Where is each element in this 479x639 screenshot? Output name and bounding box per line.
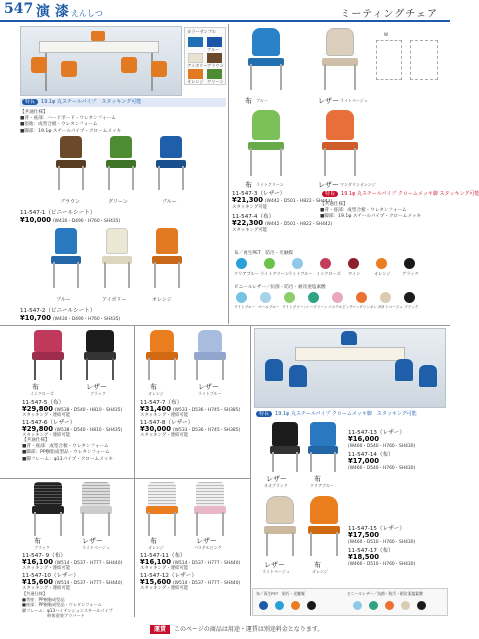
product-note: スタッキング・連結可能 xyxy=(22,433,71,438)
swatch-label: オレンジ xyxy=(374,271,391,276)
material-label: 布 xyxy=(32,383,39,391)
table-top xyxy=(295,347,405,361)
price-value: ¥22,300 xyxy=(232,219,263,227)
chair-leg xyxy=(272,452,274,472)
color-label: ブラック xyxy=(90,391,106,396)
product-code: 11-547-7（布） xyxy=(140,400,183,406)
swatch-label: ライトグリーン xyxy=(282,305,307,309)
chair-blue xyxy=(150,136,190,196)
product-dims: (W514・D537・H777・SH440) xyxy=(54,581,123,586)
color-label: インクローズ xyxy=(30,391,54,396)
chair-back xyxy=(289,365,307,387)
sample-label: ブルー xyxy=(207,47,220,52)
product-code: 11-547-1（ビニールシート） xyxy=(20,210,96,216)
chair-back xyxy=(196,482,224,506)
swatch-label: マンダリンオレンジ xyxy=(352,305,385,309)
chair-color-label: グリーン xyxy=(108,199,128,205)
product-dims: (W538・D540・H810・SH435) xyxy=(54,408,123,413)
divider-horizontal-mid xyxy=(0,325,450,326)
chair-leg xyxy=(196,512,198,536)
table-top xyxy=(39,41,159,53)
product-code: 11-547-4（布） xyxy=(232,214,275,220)
product-code: 11-547-5（布） xyxy=(22,400,65,406)
chair-leg xyxy=(280,148,282,176)
chair-back xyxy=(198,330,222,352)
material-label: 布 xyxy=(314,475,321,483)
product-note: スタッキング・連結可能 xyxy=(140,433,189,438)
chair-leg xyxy=(77,262,79,288)
product-note: スタッキング・連結可能 xyxy=(22,586,71,591)
product-dims: (W460・D540・H760・SH430) xyxy=(348,466,416,471)
product-note: スタッキング・連結可能 xyxy=(140,586,189,591)
price-value: ¥15,600 xyxy=(22,578,53,586)
chair-leather-black xyxy=(80,330,120,380)
chair-leg xyxy=(174,358,176,380)
chair-leg xyxy=(196,358,198,380)
product-dims: (W514・D537・H777・SH440) xyxy=(54,561,123,566)
page-header xyxy=(0,0,450,22)
chair-orange xyxy=(146,228,186,294)
color-sample-card xyxy=(184,27,226,85)
chair-seat xyxy=(322,58,358,66)
material-label: レザー xyxy=(86,383,107,391)
chair-back xyxy=(91,31,105,41)
color-label: オレンジ xyxy=(148,391,164,396)
chair-back xyxy=(326,110,354,140)
product-code: 11-547-12（レザー） xyxy=(140,573,197,579)
chair-leg xyxy=(112,358,114,380)
sample-swatch xyxy=(207,69,222,79)
chair-leg xyxy=(354,64,356,90)
swatch xyxy=(291,601,300,610)
chair-leg xyxy=(58,166,60,190)
chair-back xyxy=(395,359,413,381)
chair-leg xyxy=(82,512,84,536)
chair-leather-beige xyxy=(318,28,362,90)
chair-seat xyxy=(322,142,358,150)
material-label: 布 xyxy=(314,561,321,569)
feature-text: 19.1φ 丸スチールパイプ クロームメッキ脚 スタッキング可能 xyxy=(275,411,417,417)
chair-back xyxy=(156,228,178,254)
color-label: マンダリンオレンジ xyxy=(340,182,376,187)
chair-leather-lightblue xyxy=(190,330,230,380)
fabric-swatch-row xyxy=(234,258,448,282)
swatch xyxy=(236,258,247,269)
chair-leg xyxy=(280,64,282,90)
swatch xyxy=(380,292,391,303)
dim-label: W xyxy=(384,32,388,37)
swatch-label: クリアブルー xyxy=(234,271,259,276)
chair-mesh-pink xyxy=(190,482,230,536)
price-value: ¥30,000 xyxy=(140,425,171,433)
product-dims: (W460・D510・H760・SH430) xyxy=(348,540,416,545)
product-code: 11-547-17（布） xyxy=(348,548,394,554)
chair-fabric-clearblue xyxy=(306,422,340,474)
color-label: ライトグリーン xyxy=(256,182,284,187)
product-price xyxy=(20,314,120,322)
chair-leg xyxy=(132,166,134,190)
chair-back xyxy=(106,228,128,254)
chair-leg xyxy=(266,532,268,556)
material-label: 布 xyxy=(245,97,252,105)
product-dims: (W538・D540・H810・SH435) xyxy=(54,428,123,433)
swatch-label: ライトブルー xyxy=(234,305,256,309)
product-code: 11-547-10（レザー） xyxy=(22,573,79,579)
fabric-section-title: 布／再生PET 防汚・光触媒 xyxy=(234,251,294,256)
divider-horizontal-bottom xyxy=(0,478,250,479)
common-spec: 【共通仕様】 ■背・座部：ハードボード・ウレタンフォーム ■張地：成型合板・ウレタンフォーム ■脚部：19.1φ スチールパイプ・クロームメッキ xyxy=(20,110,122,134)
product-note: スタッキング・連結可能 xyxy=(22,566,71,571)
price-value: ¥10,000 xyxy=(20,216,51,224)
chair-color-label: ブラウン xyxy=(60,199,81,205)
chair-leg xyxy=(178,262,180,288)
brand-reading: えんしつ xyxy=(70,9,103,18)
chair-leg xyxy=(158,166,160,190)
chair-leg xyxy=(296,452,298,472)
swatch xyxy=(284,292,295,303)
product-note: スタッキング・連結可能 xyxy=(22,413,71,418)
product-price xyxy=(232,219,332,227)
swatch-label: ブラック xyxy=(402,271,419,276)
swatch-label: ライトブルー xyxy=(288,271,313,276)
swatch xyxy=(404,292,415,303)
color-label: ブルー xyxy=(256,98,268,103)
product-dims: (W442・D501・H822・SH442) xyxy=(264,199,333,204)
color-label: クリアブルー xyxy=(310,483,334,488)
chair-fabric-blue xyxy=(244,28,288,90)
chair-back xyxy=(31,57,47,73)
chair-leg xyxy=(336,532,338,556)
material-label: レザー xyxy=(264,561,285,569)
chair-blue2 xyxy=(45,228,85,294)
page-number: 547 xyxy=(4,1,34,17)
chair-leg xyxy=(148,512,150,536)
material-label: 布 xyxy=(34,537,41,545)
chair-leg xyxy=(310,532,312,556)
product-note: スタッキング可能 xyxy=(232,228,267,233)
chair-back xyxy=(55,228,77,254)
material-label: レザー xyxy=(198,383,219,391)
product-note: スタッキング・連結可能 xyxy=(140,413,189,418)
swatch xyxy=(356,292,367,303)
common-spec: 【共通仕様】 ■背・座部：成型合板・ウレタンフォーム ■脚部：19.1φ スチールパイプ・クロームメッキ xyxy=(320,202,422,220)
chair-back xyxy=(272,422,298,446)
chair-seat xyxy=(248,142,284,150)
swatch xyxy=(401,601,410,610)
chair-leg xyxy=(34,358,36,380)
chair-leg xyxy=(334,452,336,472)
divider-vertical-bottom xyxy=(134,479,135,617)
chair-leg xyxy=(222,358,224,380)
material-label: 布 xyxy=(245,181,252,189)
meeting-room-photo-2 xyxy=(254,328,446,408)
brand-kanji: 演 漆 xyxy=(36,4,69,20)
chair-mesh-orange xyxy=(142,482,182,536)
color-label: ライトベージュ xyxy=(262,569,290,574)
product-dims: (W533・D536・H745・SH385) xyxy=(172,408,241,413)
chair-color-label: アイボリー xyxy=(102,297,127,303)
swatch xyxy=(376,258,387,269)
swatch xyxy=(417,601,426,610)
chair-leg xyxy=(154,262,156,288)
chair-back xyxy=(160,136,182,158)
product-price: ¥17,500 xyxy=(348,531,379,539)
product-dims: (W442・D501・H822・SH442) xyxy=(264,222,333,227)
feature-badge: 特長 xyxy=(322,191,338,197)
chair-back xyxy=(341,331,357,345)
feature-band xyxy=(20,98,226,107)
chair-back xyxy=(148,482,176,506)
chair-leg xyxy=(86,358,88,380)
swatch-label: パステルピンク xyxy=(328,305,353,309)
swatch xyxy=(259,601,268,610)
material-label: 布 xyxy=(150,383,157,391)
chair-seat xyxy=(248,58,284,66)
product-code: 11-547-3（レザー） xyxy=(232,191,286,197)
feature-badge: 特長 xyxy=(22,99,38,105)
chair-leather-lightbeige xyxy=(262,496,298,558)
chair-back xyxy=(326,28,354,56)
chair-leg xyxy=(108,166,110,190)
chair-leather-neoblack xyxy=(268,422,302,474)
product-dims: (W533・D536・H745・SH385) xyxy=(172,428,241,433)
material-label: レザー xyxy=(82,537,103,545)
footer-badge: 運賃 xyxy=(150,625,170,634)
dim-front xyxy=(376,40,402,80)
feature-band xyxy=(320,190,479,199)
chair-leg xyxy=(104,262,106,288)
price-value: ¥29,800 xyxy=(22,425,53,433)
chair-back xyxy=(60,136,82,158)
common-spec: 【共通仕様】 ■背・座部：成型合板・ウレタンフォーム ■脚部：PP樹脂成型品・ウレタンフォーム ■脚フレーム：φ13パイプ・クロームメッキ xyxy=(22,438,113,462)
leather-swatch-row xyxy=(234,292,448,320)
color-label: オレンジ xyxy=(148,545,164,550)
price-value: ¥16,100 xyxy=(22,558,53,566)
swatch-label: インクローズ xyxy=(316,271,341,276)
swatch xyxy=(308,292,319,303)
sample-swatch xyxy=(207,53,222,63)
chair-back xyxy=(34,330,62,352)
color-label: ライトブルー xyxy=(198,391,222,396)
chair-leg xyxy=(182,166,184,190)
chair-leather-orange xyxy=(318,110,362,176)
chair-back xyxy=(252,28,280,56)
material-label: レザー xyxy=(318,181,339,189)
feature-badge: 特長 xyxy=(256,411,272,417)
swatch xyxy=(404,258,415,269)
sample-swatch xyxy=(188,69,203,79)
swatch xyxy=(369,601,378,610)
color-label: オレンジ xyxy=(312,569,328,574)
brand-name xyxy=(36,1,103,21)
fabric-section-title: 布／再生PET 防汚・光触媒 xyxy=(256,591,305,596)
product-dims: (W430・D490・H760・SH435) xyxy=(52,317,121,322)
swatch-label: シーグリーン xyxy=(306,305,328,309)
material-label: レザー xyxy=(196,537,217,545)
feature-text: 19.1φ 丸スチールパイプ スタッキング可能 xyxy=(41,99,142,105)
chair-fabric-green xyxy=(244,110,288,176)
chair-leg xyxy=(250,148,252,176)
chair-back xyxy=(150,330,174,352)
sample-label: ブラウン xyxy=(207,63,224,68)
chair-back xyxy=(61,61,77,77)
product-code: 11-547-14（布） xyxy=(348,452,394,458)
product-price xyxy=(232,196,332,204)
swatch xyxy=(236,292,247,303)
chair-color-label: オレンジ xyxy=(152,297,172,303)
product-note: スタッキング可能 xyxy=(232,205,267,210)
product-note: スタッキング・連結可能 xyxy=(140,566,189,571)
product-dims: (W514・D537・H777・SH440) xyxy=(172,561,241,566)
color-label: ライトベージュ xyxy=(340,98,368,103)
price-value: ¥31,400 xyxy=(140,405,171,413)
product-price xyxy=(20,216,120,224)
chair-green xyxy=(100,136,140,196)
swatch xyxy=(275,601,284,610)
chair-back xyxy=(310,496,338,524)
color-label: ネオブラック xyxy=(264,483,288,488)
product-price: ¥17,000 xyxy=(348,457,379,465)
product-dims: (W514・D537・H777・SH440) xyxy=(172,581,241,586)
swatch-label: ワイン xyxy=(348,271,361,276)
price-value: ¥29,800 xyxy=(22,405,53,413)
common-spec: 【共通仕様】 ■背座：PP樹脂成型品 ■座部：PP樹脂成型品・ウレタンフォーム 脚フレーム：φ13ハイテンションスチールパイプ 粉体塗装ブラバート xyxy=(22,591,113,619)
chair-leg xyxy=(292,532,294,556)
chair-leg xyxy=(354,148,356,176)
chair-back xyxy=(419,365,437,387)
sample-label: グリーン xyxy=(207,79,224,84)
chair-leg xyxy=(148,358,150,380)
color-label: ブラック xyxy=(34,545,50,550)
product-price: ¥18,500 xyxy=(348,553,379,561)
footer-text: このページの商品は用途・運賃は別途料金となります。 xyxy=(174,626,324,633)
leather-section-title: ビニールレザー／抗菌・防汚・耐次亜塩素酸 xyxy=(234,285,326,290)
meeting-room-photo xyxy=(20,26,182,96)
product-dims: (W430・D490・H760・SH435) xyxy=(52,219,121,224)
product-code: 11-547-2（ビニールシート） xyxy=(20,308,96,314)
product-price: ¥16,000 xyxy=(348,435,379,443)
divider-vertical-mid2 xyxy=(250,326,251,616)
chair-mesh-grey xyxy=(76,482,116,536)
product-code: 11-547-15（レザー） xyxy=(348,526,405,532)
dimension-drawing xyxy=(372,30,444,92)
swatch-label: ブラック xyxy=(404,305,419,309)
product-dims: (W460・D540・H760・SH430) xyxy=(348,444,416,449)
page-title: ミーティングチェア xyxy=(340,9,438,20)
feature-band xyxy=(254,410,446,419)
swatch xyxy=(332,292,343,303)
product-code: 11-547-8（レザー） xyxy=(140,420,194,426)
chair-leg xyxy=(108,512,110,536)
divider-vertical-mid1 xyxy=(134,326,135,478)
dim-side xyxy=(410,40,438,80)
price-value: ¥16,100 xyxy=(140,558,171,566)
chair-fabric-pink xyxy=(28,330,68,380)
page-footer xyxy=(150,624,323,636)
sample-swatch xyxy=(188,37,203,47)
chair-fabric-orange2 xyxy=(306,496,342,558)
swatch xyxy=(292,258,303,269)
product-dims: (W460・D510・H760・SH430) xyxy=(348,562,416,567)
chair-back xyxy=(151,61,167,77)
chair-leg xyxy=(53,262,55,288)
chair-back xyxy=(110,136,132,158)
chair-leg xyxy=(324,148,326,176)
swatch xyxy=(320,258,331,269)
swatch xyxy=(385,601,394,610)
chair-back xyxy=(86,330,114,352)
swatch-label: ライトグリーン xyxy=(260,271,290,276)
material-label: レザー xyxy=(318,97,339,105)
chair-back xyxy=(34,482,62,506)
chair-back xyxy=(266,496,294,524)
divider-vertical-top xyxy=(228,24,229,324)
sample-label: アイボリー xyxy=(187,63,208,68)
feature-text: 19.1φ 丸スチールパイプ クロームメッキ脚 スタッキング可能 xyxy=(341,191,479,197)
chair-leg xyxy=(222,512,224,536)
sample-label: オレンジ xyxy=(187,79,204,84)
chair-leg xyxy=(60,512,62,536)
swatch xyxy=(260,292,271,303)
swatch xyxy=(307,601,316,610)
chair-leg xyxy=(82,166,84,190)
swatch-summary xyxy=(252,588,448,616)
product-code: 11-547-6（レザー） xyxy=(22,420,76,426)
price-value: ¥10,700 xyxy=(20,314,51,322)
chair-fabric-orange xyxy=(142,330,182,380)
chair-leg xyxy=(34,512,36,536)
color-label: パステルピンク xyxy=(194,545,222,550)
chair-color-label: ブルー xyxy=(162,199,177,205)
chair-color-label: ブルー xyxy=(56,297,71,303)
chair-back xyxy=(310,422,336,446)
chair-mesh-black xyxy=(28,482,68,536)
price-value: ¥15,600 xyxy=(140,578,171,586)
sample-swatch xyxy=(207,37,222,47)
chair-leg xyxy=(324,64,326,90)
swatch xyxy=(264,258,275,269)
material-label: 布 xyxy=(150,537,157,545)
material-label: レザー xyxy=(266,475,287,483)
chair-back xyxy=(82,482,110,506)
chair-back xyxy=(121,57,137,73)
leather-section-title: ビニールレザー／抗菌・防汚・耐次亜塩素酸 xyxy=(347,591,423,596)
swatch xyxy=(353,601,362,610)
swatch-label: ペールブルー xyxy=(258,305,280,309)
chair-brown xyxy=(50,136,90,196)
swatch-label: ライトベージュ xyxy=(378,305,403,309)
chair-ivory xyxy=(96,228,136,294)
chair-leg xyxy=(128,262,130,288)
chair-back xyxy=(252,110,280,140)
color-label: ライトベージュ xyxy=(82,545,110,550)
swatch xyxy=(348,258,359,269)
chair-leg xyxy=(250,64,252,90)
chair-leg xyxy=(310,452,312,472)
product-code: 11-547-11（布） xyxy=(140,553,186,559)
product-code: 11-547-13（レザー） xyxy=(348,430,405,436)
chair-back xyxy=(265,359,283,381)
color-sample-title: カラーサンプル xyxy=(187,29,216,34)
product-code: 11-547- 9（布） xyxy=(22,553,66,559)
price-value: ¥21,300 xyxy=(232,196,263,204)
chair-leg xyxy=(174,512,176,536)
sample-swatch xyxy=(188,53,203,63)
chair-leg xyxy=(60,358,62,380)
